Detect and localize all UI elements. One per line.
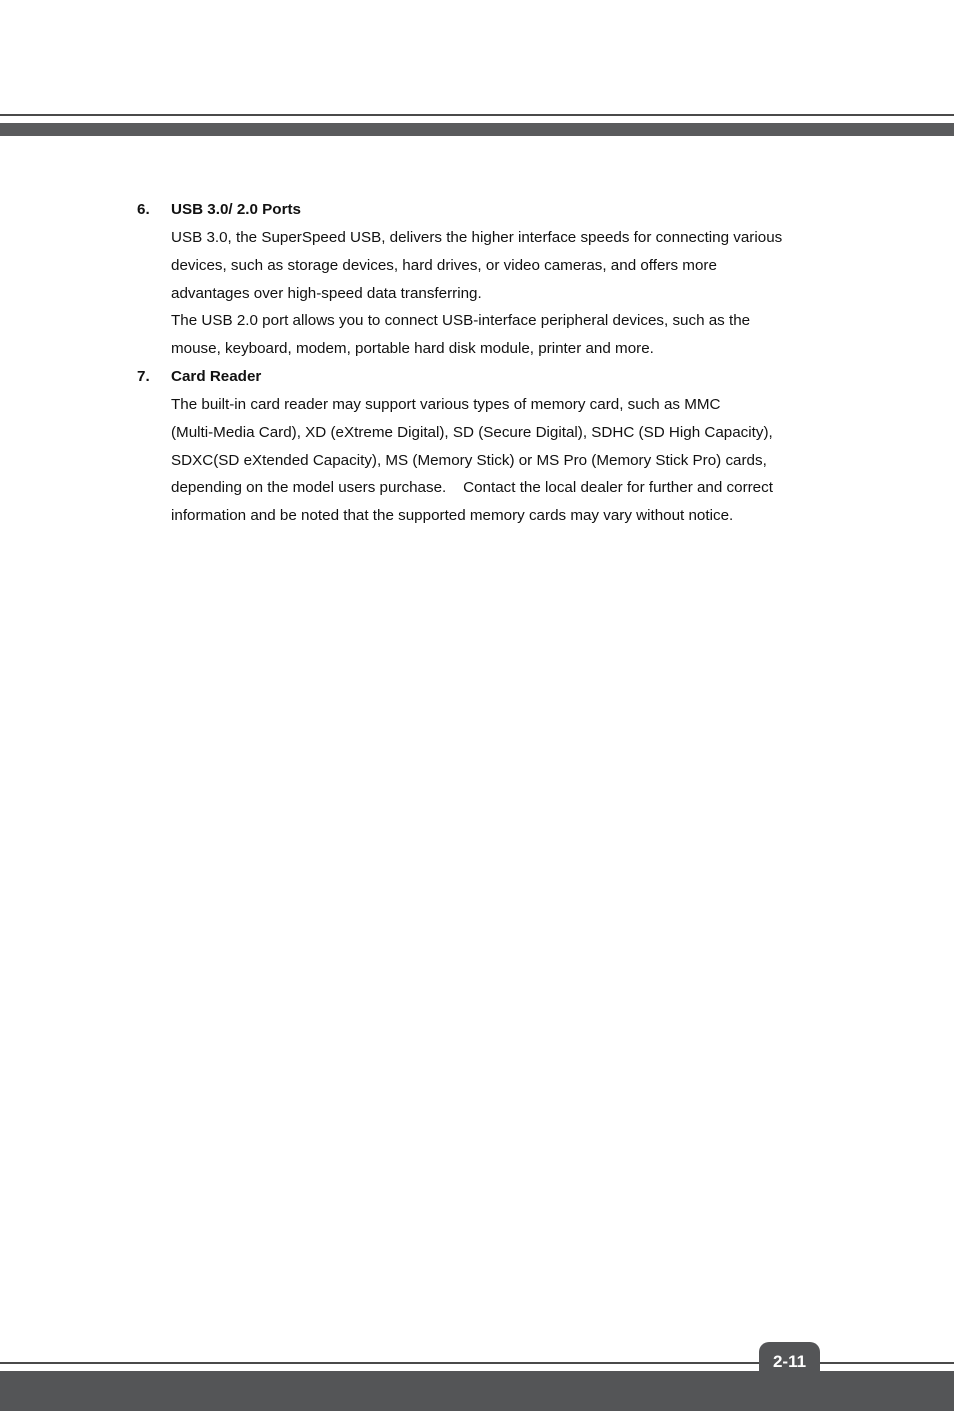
body-line: USB 3.0, the SuperSpeed USB, delivers the higher interface speeds for connecting various <box>171 229 783 246</box>
body-line: information and be noted that the supported memory cards may vary without notice. <box>171 507 734 525</box>
list-item-card-reader <box>137 363 837 530</box>
item-number: 7. <box>137 367 150 385</box>
body-line: advantages over high-speed data transferring. <box>171 284 482 302</box>
page-number: 2-11 <box>759 1342 820 1410</box>
item-number: 6. <box>137 201 150 218</box>
item-title: USB 3.0/ 2.0 Ports <box>171 201 301 218</box>
list-item-usb-ports <box>137 196 837 363</box>
body-line: The built-in card reader may support various types of memory card, such as MMC <box>171 395 721 413</box>
body-line: depending on the model users purchase. Contact the local dealer for further and correct <box>171 479 773 497</box>
page-content <box>137 196 837 530</box>
body-line: SDXC(SD eXtended Capacity), MS (Memory Stick) or MS Pro (Memory Stick Pro) cards, <box>171 451 767 469</box>
body-line: mouse, keyboard, modem, portable hard disk module, printer and more. <box>171 340 654 358</box>
body-line: The USB 2.0 port allows you to connect USB-interface peripheral devices, such as the <box>171 312 751 330</box>
item-title: Card Reader <box>171 367 262 385</box>
body-line: devices, such as storage devices, hard drives, or video cameras, and offers more <box>171 256 717 274</box>
header-rule <box>0 114 954 116</box>
header-bar <box>0 123 954 136</box>
item-body <box>171 224 837 363</box>
body-line: (Multi-Media Card), XD (eXtreme Digital), SD (Secure Digital), SDHC (SD High Capacity), <box>171 423 773 441</box>
item-body <box>171 391 837 530</box>
